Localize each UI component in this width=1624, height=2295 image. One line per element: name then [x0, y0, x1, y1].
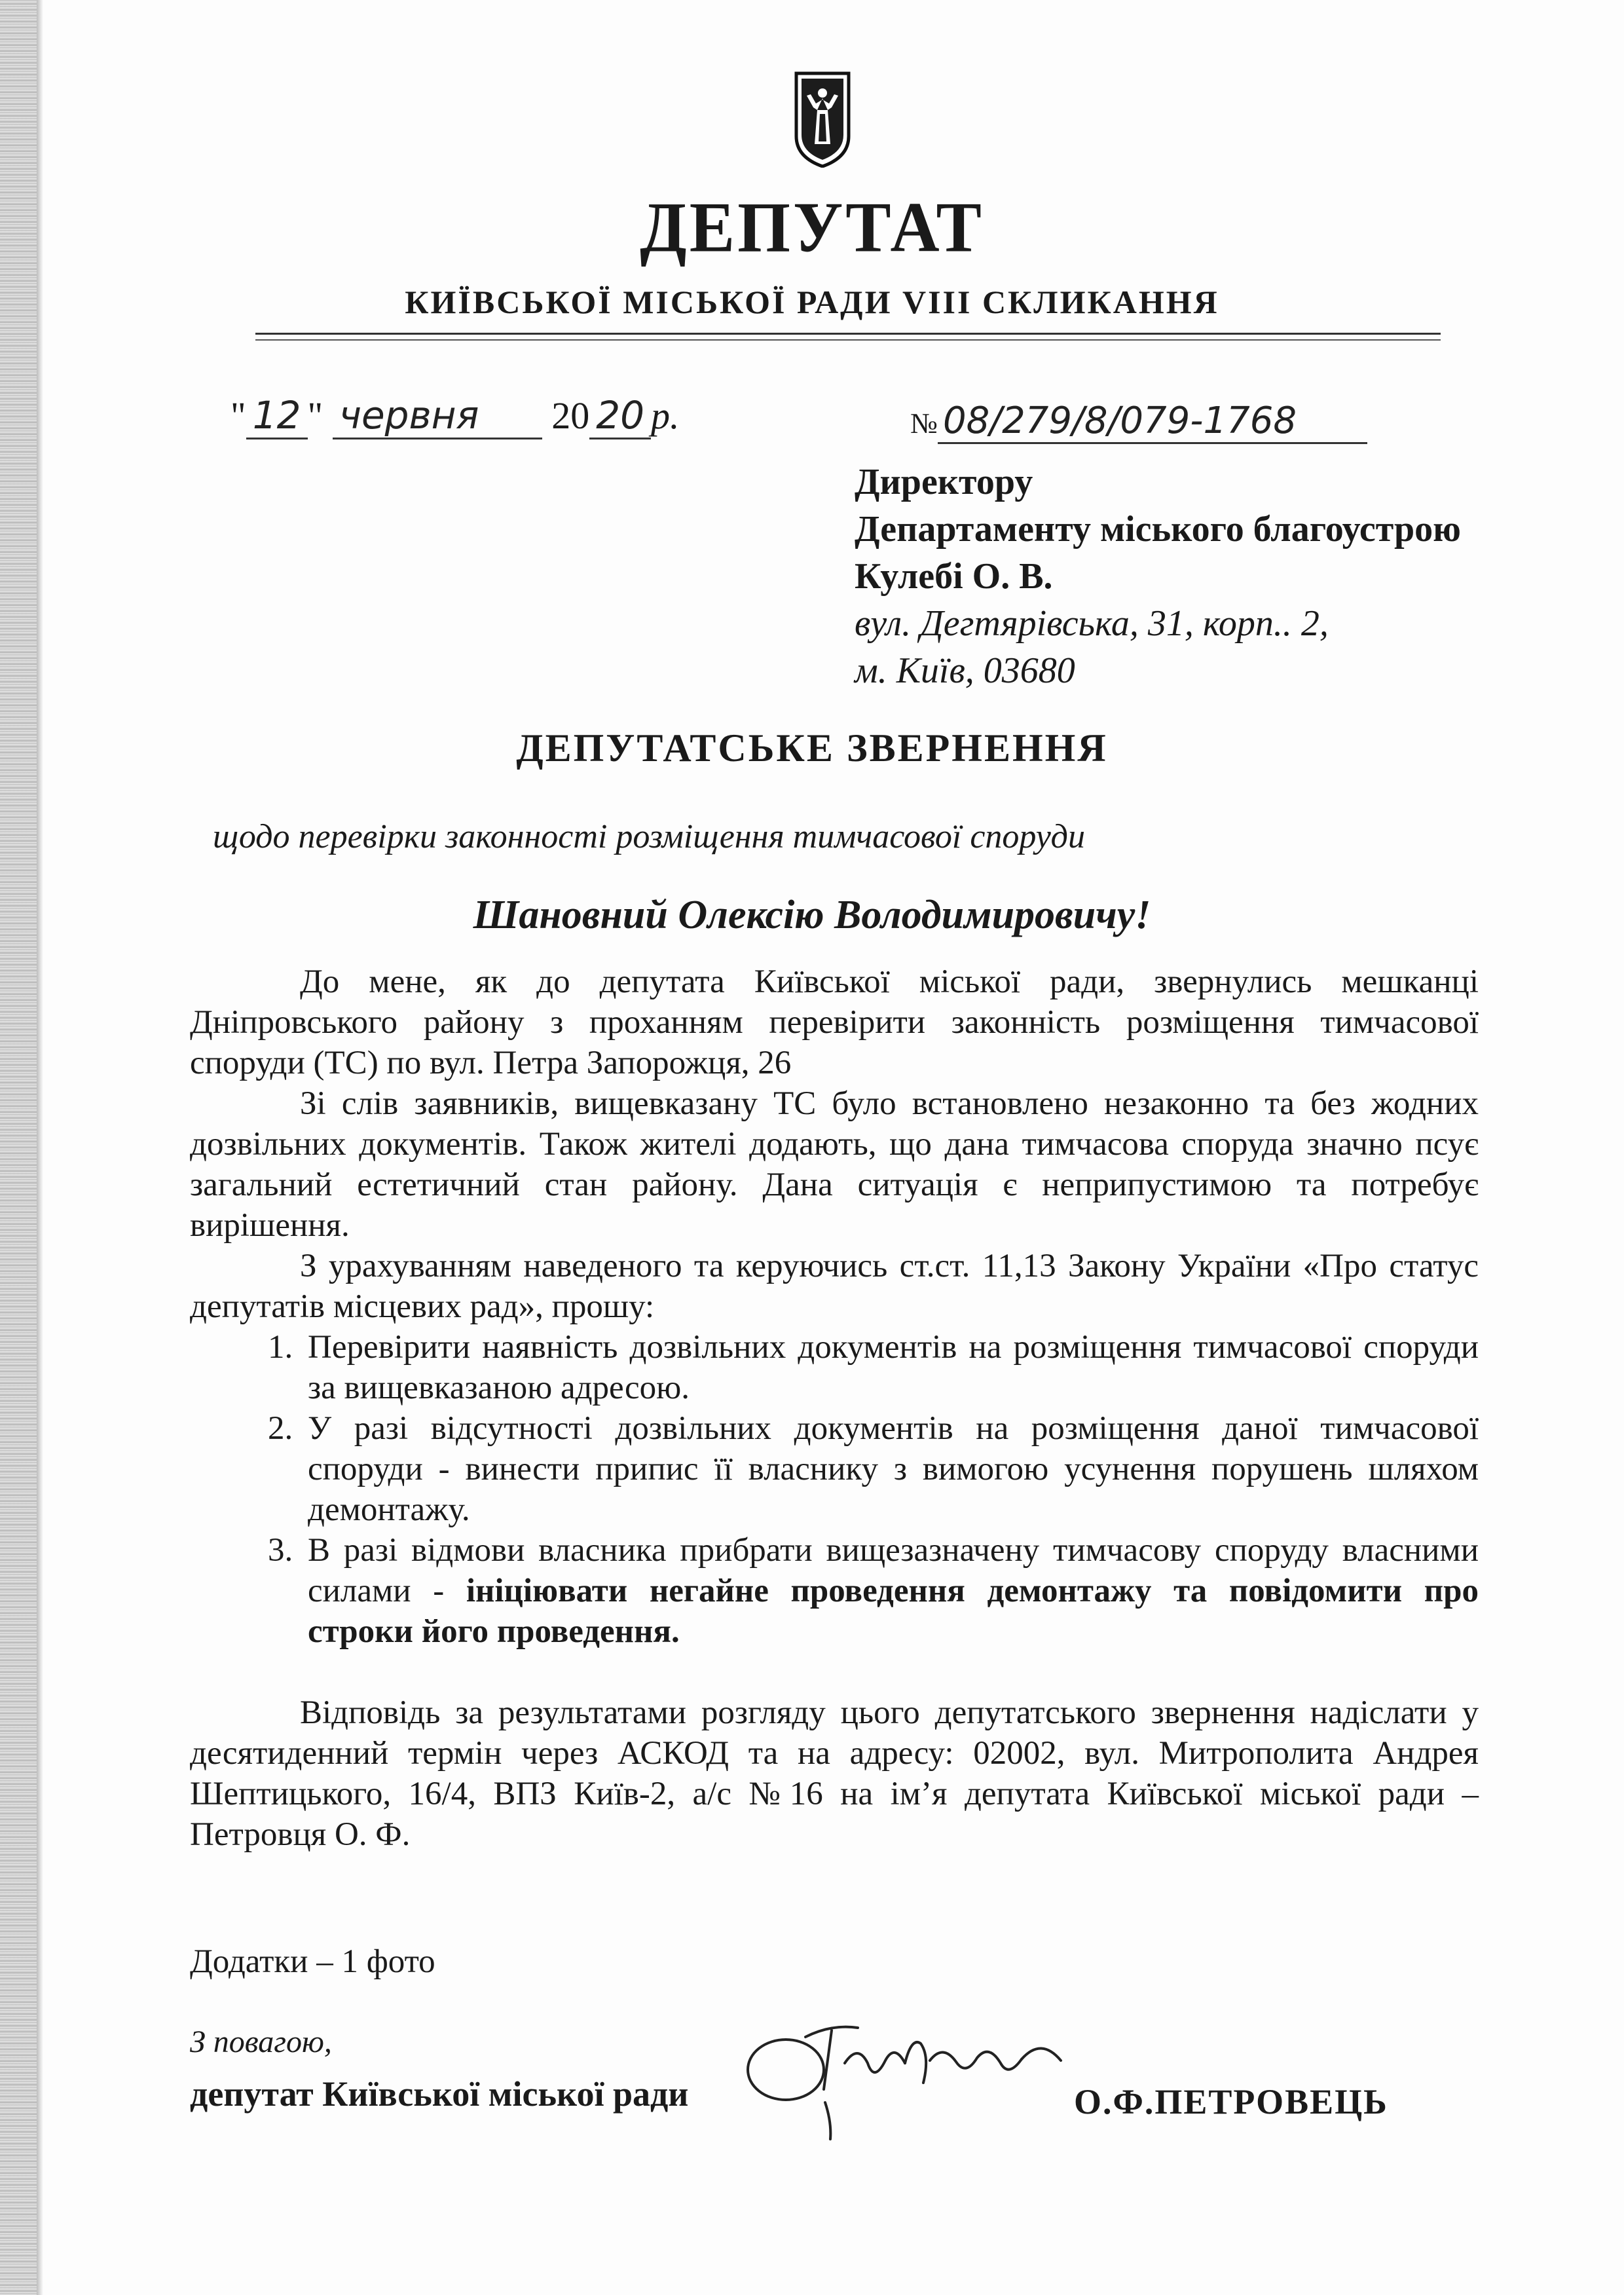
request-item-3-bold: ініціювати негайне проведення демонтажу та повідомити про строки його проведення. [308, 1573, 1479, 1650]
date-year-unit: р. [651, 394, 680, 437]
attachments-line: Додатки – 1 фото [190, 1943, 435, 1980]
letter-body [190, 961, 1479, 1855]
body-paragraph-3: З урахуванням наведеного та керуючись ст.ст. 11,13 Закону України «Про статус депутатів місцевих рад», прошу: [190, 1248, 1479, 1325]
date-year-prefix: 20 [551, 394, 590, 437]
reference-label: № [910, 407, 938, 439]
document-title: ДЕПУТАТ [640, 188, 984, 267]
scan-binding-shadow [37, 0, 43, 2295]
request-item-2: 2. У разі відсутності дозвільних документів на розміщення даної тимчасової споруди - винести припис її власнику з вимогою усунення порушень шляхом демонтажу. [301, 1408, 1479, 1530]
salutation: Шановний Олексію Володимировичу! [473, 893, 1151, 937]
date-line: " 12 " червня 20 20 р. [231, 393, 680, 439]
regards-line: З повагою, [190, 2024, 332, 2059]
recipient-city: м. Київ, 03680 [855, 650, 1075, 691]
recipient-block [855, 458, 1461, 694]
request-item-3-text: В разі відмови власника прибрати вищезазначену тимчасову споруду власними силами - [308, 1532, 1479, 1609]
header-divider [255, 333, 1441, 335]
request-item-1: 1. Перевірити наявність дозвільних документів на розміщення тимчасової споруди за вищевказаною адресою. [301, 1327, 1479, 1408]
request-list [190, 1327, 1479, 1652]
signatory-name: О.Ф.ПЕТРОВЕЦЬ [1074, 2082, 1388, 2121]
closing-paragraph: Відповідь за результатами розгляду цього депутатського звернення надіслати у десятиденний термін через АСКОД та на адресу: 02002, вул. Митрополита Андрея Шептицького, 16/4, ВПЗ Київ-2, а/с №16 на ім’я депутата Київської міської ради – Петровця О. Ф. [190, 1694, 1479, 1853]
date-day: 12 [246, 393, 308, 439]
body-paragraph-1: До мене, як до депутата Київської міської ради, звернулись мешканці Дніпровського району з проханням перевірити законність розміщення тимчасової споруди (ТС) по вул. Петра Запорожця, 26 [190, 963, 1479, 1081]
recipient-department: Департаменту міського благоустрою [855, 509, 1461, 550]
reference-number-line [910, 400, 1367, 444]
request-item-3 [301, 1530, 1479, 1652]
kyiv-coat-of-arms-icon [794, 71, 851, 168]
appeal-subject: щодо перевірки законності розміщення тимчасової споруди [213, 818, 1085, 855]
recipient-position: Директору [855, 462, 1033, 502]
header-divider-thin [255, 339, 1441, 341]
recipient-street: вул. Дегтярівська, 31, корп.. 2, [855, 603, 1329, 644]
reference-number: 08/279/8/079-1768 [938, 400, 1367, 444]
document-subtitle: КИЇВСЬКОЇ МІСЬКОЇ РАДИ VIII СКЛИКАННЯ [405, 284, 1219, 320]
appeal-heading: ДЕПУТАТСЬКЕ ЗВЕРНЕННЯ [516, 726, 1108, 770]
date-year-suffix: 20 [589, 393, 651, 439]
recipient-name: Кулебі О. В. [855, 556, 1053, 597]
body-paragraph-2: Зі слів заявників, вищевказану ТС було встановлено незаконно та без жодних дозвільних документів. Також жителі додають, що дана тимчасова споруда значно псує загальний естетичний стан району. Дана ситуація є неприпустимою та потребує вирішення. [190, 1085, 1479, 1244]
handwritten-signature [733, 1998, 1074, 2142]
scan-binding-edge [0, 0, 37, 2295]
date-month: червня [333, 393, 542, 439]
signatory-title: депутат Київської міської ради [190, 2074, 689, 2114]
